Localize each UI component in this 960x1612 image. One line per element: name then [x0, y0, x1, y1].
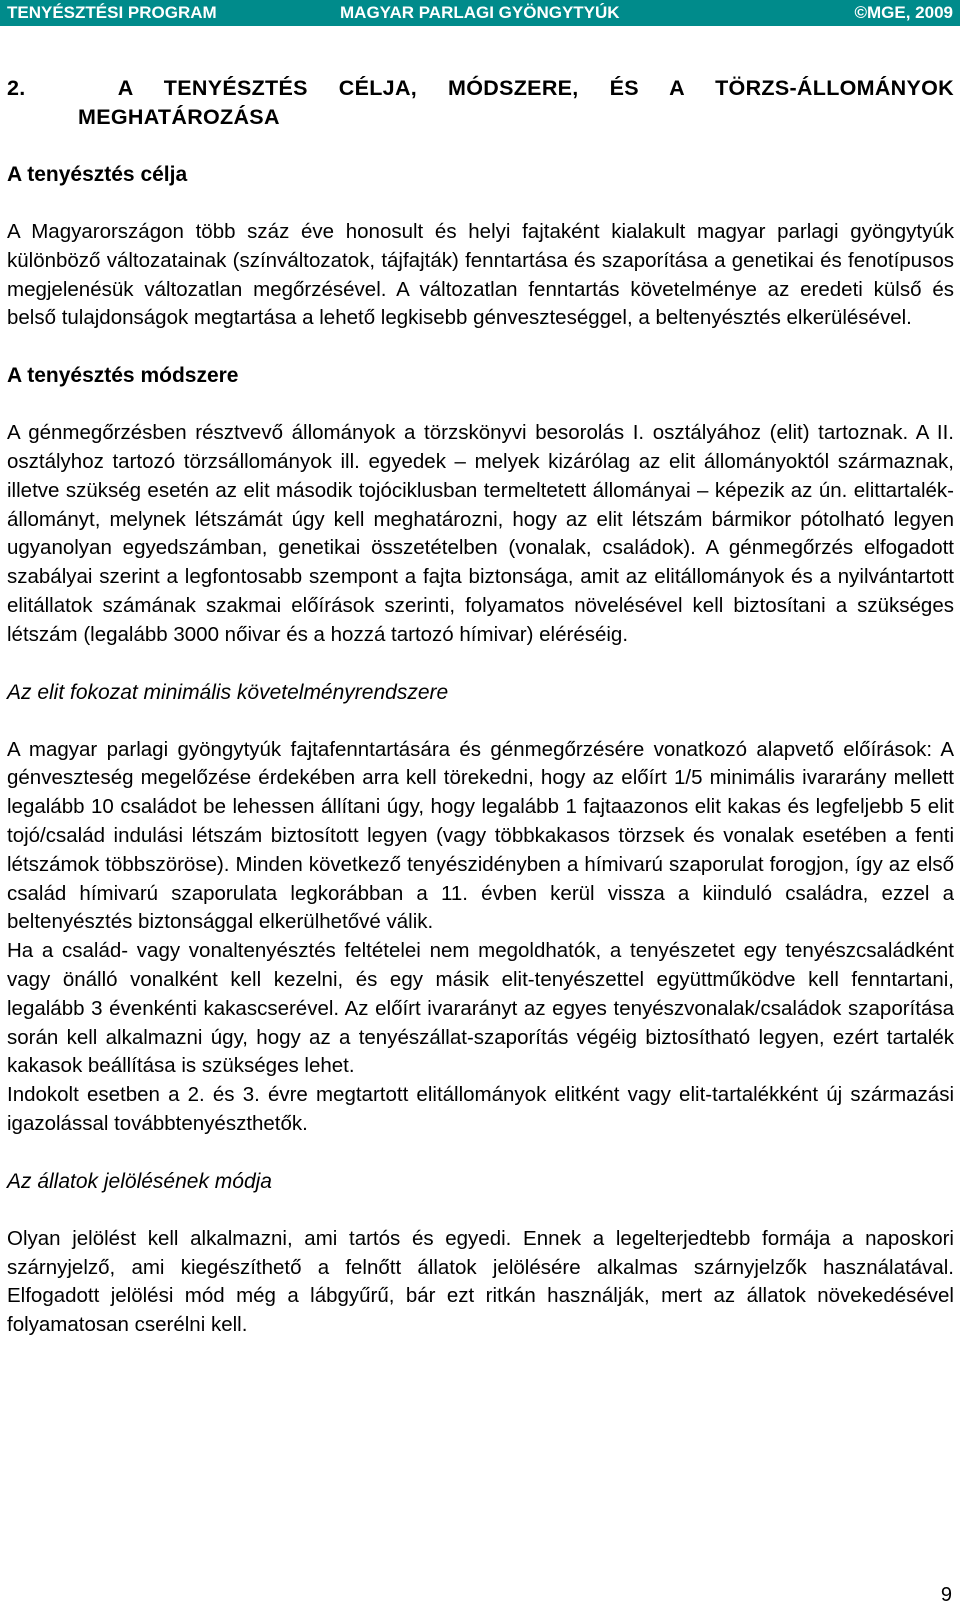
marking-heading: Az állatok jelölésének módja: [7, 1169, 272, 1193]
page-number: 9: [940, 1584, 952, 1606]
header-program-title: TENYÉSZTÉSI PROGRAM: [7, 3, 217, 22]
elite-paragraph-1: A magyar parlagi gyöngytyúk fajtafenntartására és génmegőrzésére vonatkozó alapvető előírások: A génveszteség megelőzése érdekében arra kell törekedni, hogy az előírt 1/5 minimális ivararány mellett legalább 10 családot be lehessen állítani úgy, hogy legalább 1 fajtaazonos elit kakas és legfeljebb 5 elit tojó/család indulási létszám biztosított legyen (vagy többkakasos törzsek és vonalak esetében a fenti létszámok többszöröse). Minden következő tenyészidényben a hímivarú szaporulat forogjon, így az első család hímivarú szaporulata legkorábban a 11. évben kerül vissza a kiinduló családra, ezzel a beltenyésztés biztonsággal elkerülhetővé válik.: [7, 737, 954, 934]
method-heading: A tenyésztés módszere: [7, 364, 239, 388]
goal-paragraph: A Magyarországon több száz éve honosult és helyi fajtaként kialakult magyar parlagi gyöngytyúk különböző változatainak (színváltozatok, tájfajták) fenntartása és szaporítása a genetikai és fenotípusos megjelenésük változatlan megőrzésével. A változatlan fenntartás követelménye az eredeti külső és belső tulajdonságok megtartása a lehető legkisebb génveszteséggel, a beltenyésztés elkerülésével.: [7, 220, 954, 330]
elite-paragraph-3: Indokolt esetben a 2. és 3. évre megtartott elitállományok elitként vagy elit-tartalékként új származási igazolással továbbtenyészthetők.: [7, 1083, 954, 1135]
elite-paragraph-2: Ha a család- vagy vonaltenyésztés feltételei nem megoldhatók, a tenyészetet egy tenyészcsaládként vagy önálló vonalként kell kezelni, és egy másik elit-tenyészettel együttműködve kell fenntartani, legalább 3 évenkénti kakascserével. Az előírt ivararányt az egyes tenyészvonalak/családok szaporítása során kell alkalmazni úgy, hogy az a tenyészállat-szaporítás végéig biztosítható legyen, ezért tartalék kakasok beállítása is szükséges lehet.: [7, 939, 954, 1078]
method-paragraph: A génmegőrzésben résztvevő állományok a törzskönyvi besorolás I. osztályához (elit) tartoznak. A II. osztályhoz tartozó törzsállományok ill. egyedek – melyek kizárólag az elit állományoktól származnak, illetve szükség esetén az elit második tojóciklusban termeltetett állományai – képezik az ún. elittartalék-állományt, melynek létszámát úgy kell meghatározni, hogy az elit létszám bármikor pótolható legyen ugyanolyan egyedszámban, genetikai összetételben (vonalak, családok). A génmegőrzés elfogadott szabályai szerint a legfontosabb szempont a fajta biztonsága, amit az elitállományok és a nyilvántartott elitállatok számának szakmai előírások szerinti, folyamatos növelésével kell biztosítani a szükséges létszám (legalább 3000 nőivar és a hozzá tartozó hímivar) eléréséig.: [7, 421, 954, 646]
marking-paragraph: Olyan jelölést kell alkalmazni, ami tartós és egyedi. Ennek a legelterjedtebb formája a naposkori szárnyjelző, ami kiegészíthető a felnőtt állatok jelölésére alkalmas szárnyjelzők használatával. Elfogadott jelölési mód még a lábgyűrű, bár ezt ritkán használják, mert az állatok növekedésével folyamatosan cserélni kell.: [7, 1226, 954, 1337]
elite-heading: Az elit fokozat minimális követelményrendszere: [7, 680, 449, 704]
section-title-line2: MEGHATÁROZÁSA: [78, 105, 280, 129]
header-breed-title: MAGYAR PARLAGI GYÖNGYTYÚK: [340, 3, 620, 22]
section-title-line1: 2. A TENYÉSZTÉS CÉLJA, MÓDSZERE, ÉS A TÖRZS-ÁLLOMÁNYOK: [7, 76, 954, 100]
document-body: [7, 74, 954, 1340]
header-copyright: ©MGE, 2009: [854, 3, 953, 22]
goal-heading: A tenyésztés célja: [7, 163, 188, 186]
